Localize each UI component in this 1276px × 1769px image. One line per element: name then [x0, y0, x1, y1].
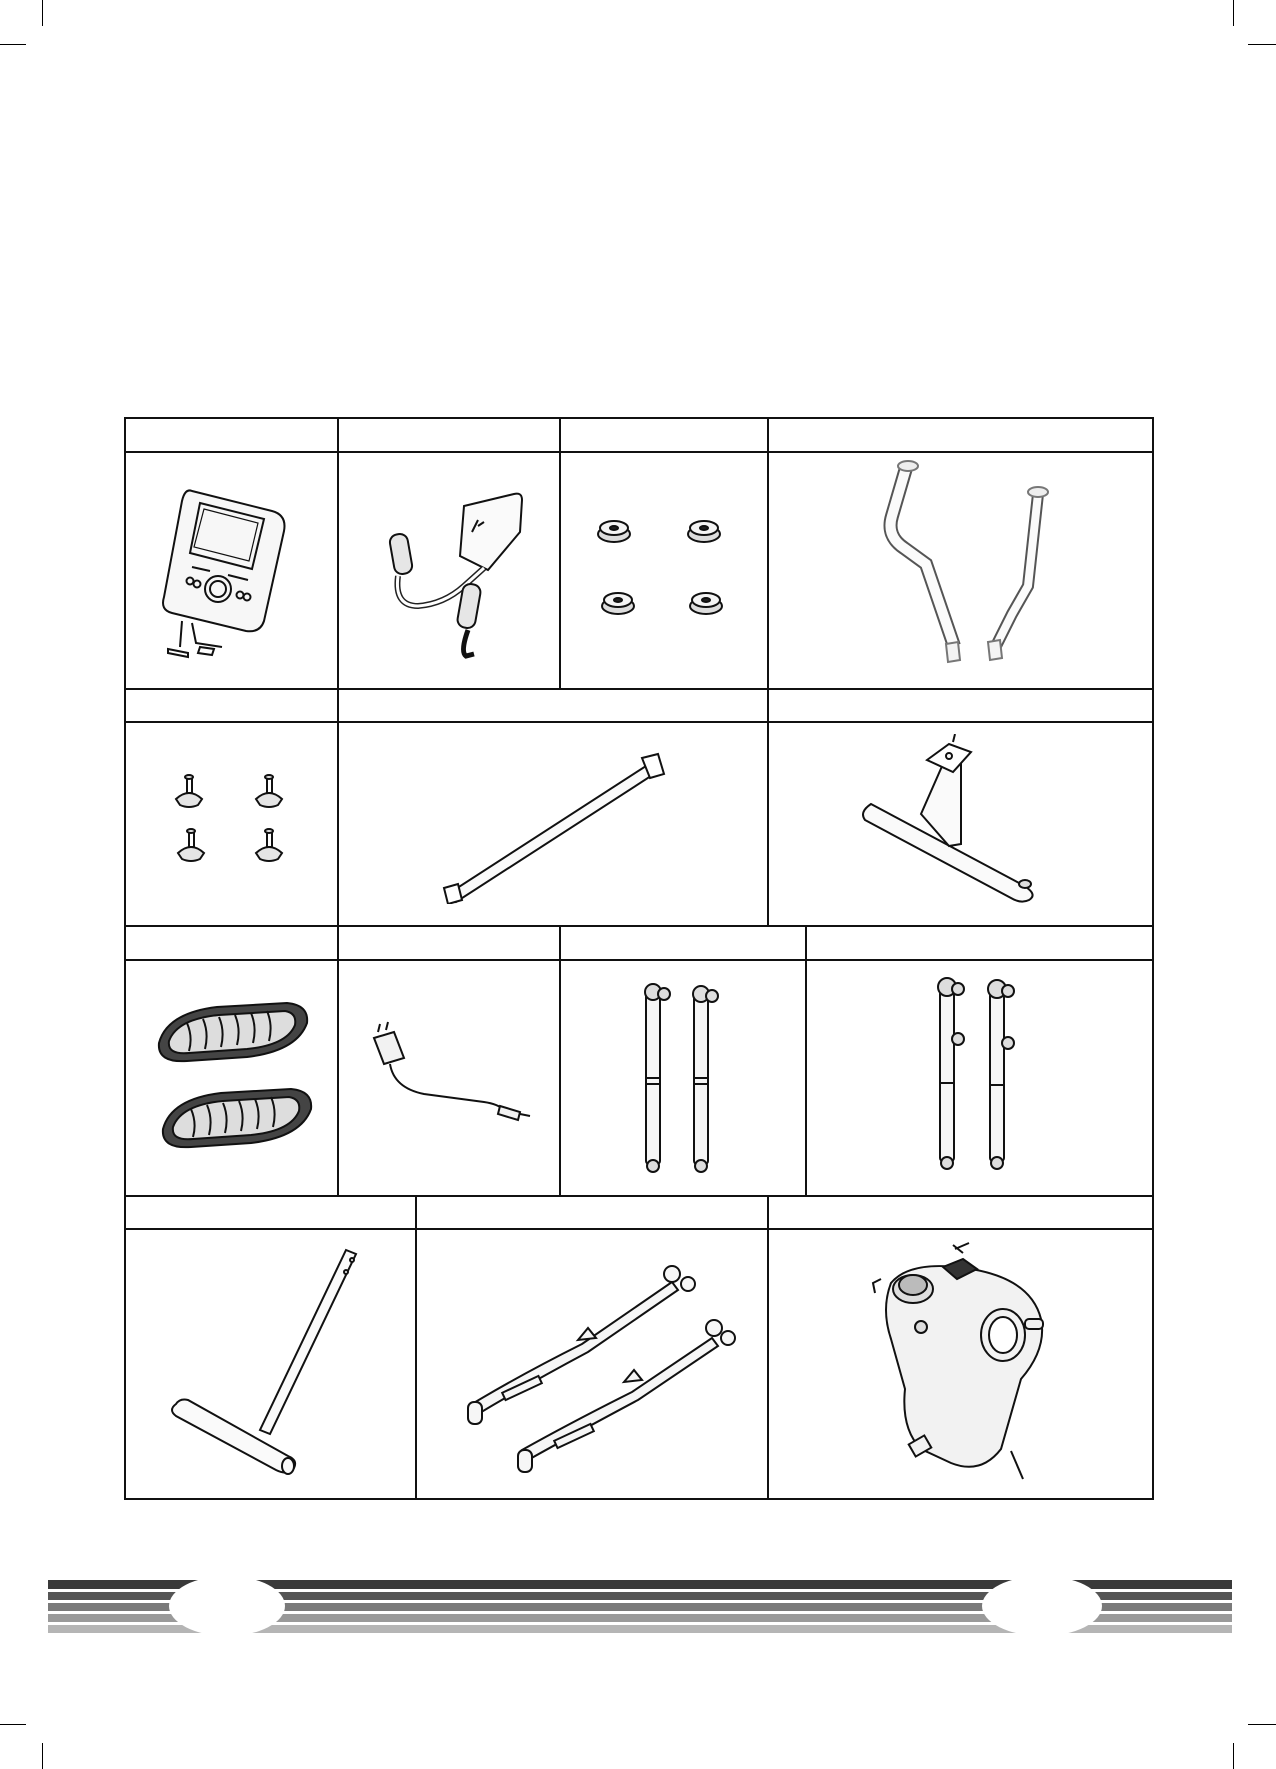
label-swing-handlebars [769, 419, 1152, 451]
label-foot-pedals [126, 927, 337, 959]
part-main-frame-cell [769, 1230, 1152, 1498]
crop-mark-top-left-h [0, 44, 26, 45]
part-lower-swing-arms-cell [561, 961, 805, 1195]
crop-mark-top-right-v [1233, 0, 1234, 26]
crop-mark-bottom-left-v [42, 1743, 43, 1769]
front-stabiliser-illustration [861, 734, 1061, 914]
label-pedal-arms [417, 1197, 767, 1228]
part-pedal-arms-cell [417, 1230, 767, 1498]
part-end-caps-cell [561, 453, 767, 688]
part-rail-cell [339, 723, 767, 925]
crop-mark-top-left-v [42, 0, 43, 26]
label-console [126, 419, 337, 451]
label-front-stabiliser [769, 690, 1152, 721]
swing-handlebars-illustration [846, 456, 1076, 686]
crop-mark-top-right-h [1248, 44, 1276, 45]
console-illustration [152, 471, 312, 671]
footer-stripes [42, 1580, 1232, 1636]
crop-mark-bottom-right-h [1248, 1724, 1276, 1725]
power-adapter-illustration [364, 1018, 534, 1138]
label-handlebar-bracket [339, 419, 559, 451]
label-rail [339, 690, 767, 721]
part-front-stabiliser-cell [769, 723, 1152, 925]
lower-swing-arms-illustration [628, 978, 738, 1178]
crop-mark-bottom-right-v [1233, 1743, 1234, 1769]
main-frame-illustration [851, 1239, 1071, 1489]
rail-illustration [428, 744, 678, 904]
part-rear-stabiliser-cell [126, 1230, 415, 1498]
parts-table [124, 417, 1154, 1500]
label-upper-swing-arms [807, 927, 1152, 959]
part-upper-swing-arms-cell [807, 961, 1152, 1195]
table-border-bottom [124, 1498, 1154, 1500]
label-power-adapter [339, 927, 559, 959]
footer-stripe-band [42, 1580, 1232, 1636]
part-console-cell [126, 453, 337, 688]
label-levelling-feet [126, 690, 337, 721]
end-caps-illustration [584, 506, 744, 636]
part-levelling-feet-cell [126, 723, 337, 925]
crop-mark-bottom-left-h [0, 1724, 26, 1725]
part-handlebar-bracket-cell [339, 453, 559, 688]
upper-swing-arms-illustration [920, 973, 1040, 1183]
label-lower-swing-arms [561, 927, 805, 959]
foot-pedals-illustration [147, 993, 317, 1163]
part-foot-pedals-cell [126, 961, 337, 1195]
label-end-caps [561, 419, 767, 451]
table-border-right [1152, 417, 1154, 1500]
part-swing-handlebars-cell [769, 453, 1152, 688]
label-rear-stabiliser [126, 1197, 415, 1228]
rear-stabiliser-illustration [166, 1244, 376, 1484]
pedal-arms-illustration [442, 1254, 742, 1474]
label-main-frame [769, 1197, 1152, 1228]
levelling-feet-illustration [162, 769, 302, 879]
part-power-adapter-cell [339, 961, 559, 1195]
handlebar-bracket-illustration [364, 476, 534, 666]
